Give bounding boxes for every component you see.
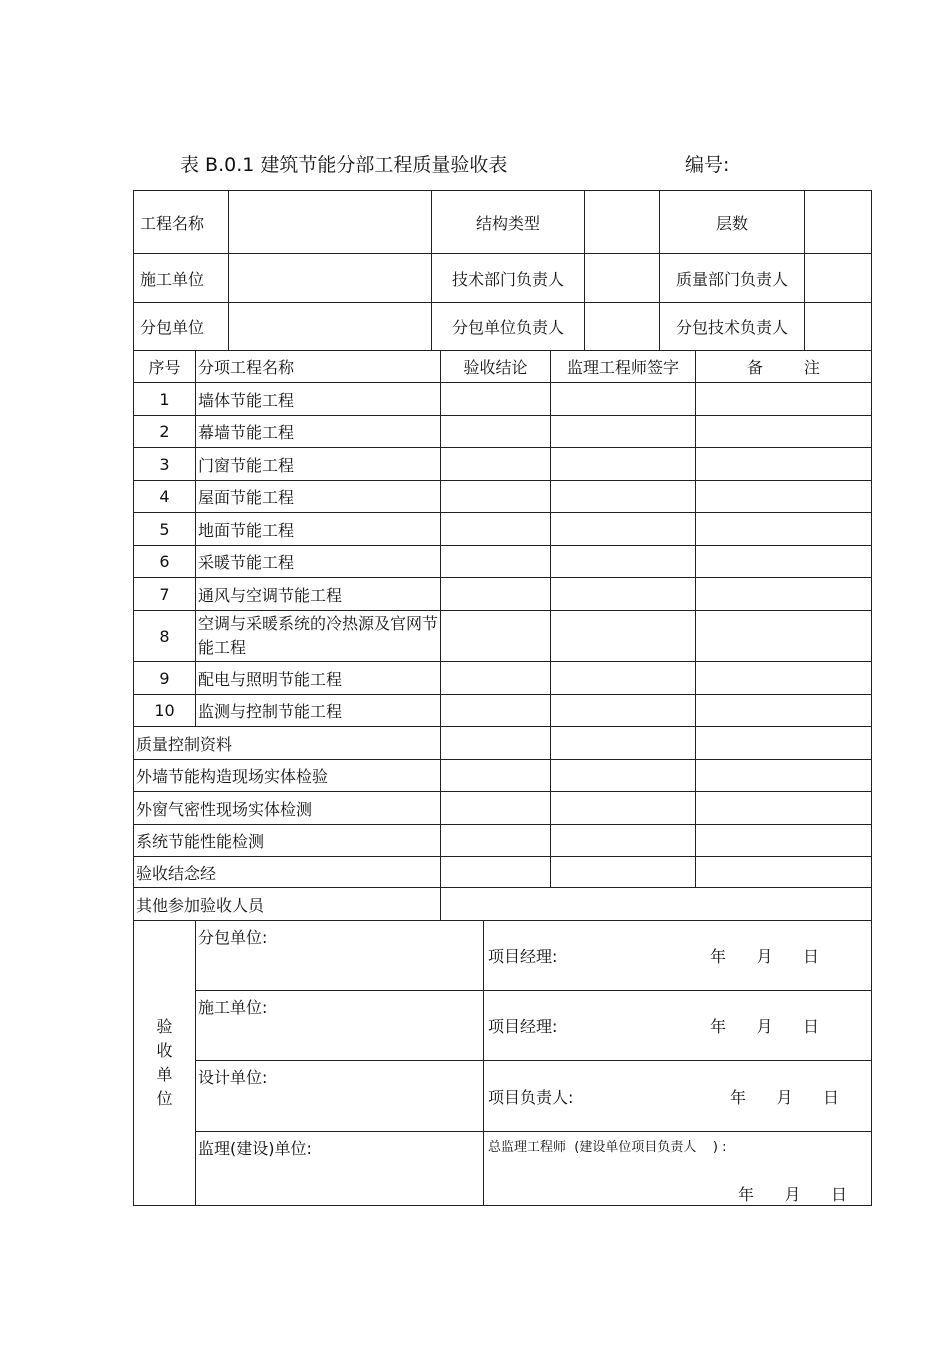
row-item-name: 通风与空调节能工程 [196,578,441,611]
supervisor-sign-cell[interactable] [551,578,696,611]
remark-cell[interactable] [696,513,872,546]
row-number: 3 [134,448,196,481]
table-row [134,448,872,481]
structure-type-label: 结构类型 [432,191,585,254]
conclusion-cell[interactable] [441,383,551,416]
conclusion-cell[interactable] [441,513,551,546]
remark-cell[interactable] [696,383,872,416]
remark-cell[interactable] [696,578,872,611]
table-row [134,727,872,760]
supervisor-sign-cell[interactable] [551,416,696,448]
row-item-name: 屋面节能工程 [196,481,441,513]
row-item-name: 空调与采暖系统的冷热源及官网节能工程 [196,611,441,662]
table-row [134,857,872,888]
row-number: 5 [134,513,196,546]
table-row [134,888,872,921]
subcontract-head-field[interactable] [585,303,660,351]
remark-cell[interactable] [696,857,872,888]
quality-dept-head-label: 质量部门负责人 [660,254,805,303]
sub-item-table [133,350,872,921]
supervisor-sign-cell[interactable] [551,760,696,792]
row-number: 7 [134,578,196,611]
side-label-char: 验 [156,1017,173,1036]
conclusion-cell[interactable] [441,825,551,857]
conclusion-cell[interactable] [441,695,551,727]
table-row [134,416,872,448]
row-number: 9 [134,662,196,695]
row-number: 1 [134,383,196,416]
project-leader-label: 项目负责人: [488,1087,574,1107]
table-row [134,513,872,546]
design-leader-cell[interactable] [484,1061,872,1132]
row-item-name: 门窗节能工程 [196,448,441,481]
other-participants-field[interactable] [441,888,872,921]
row-label: 系统节能性能检测 [134,825,441,857]
col-header-no: 序号 [134,351,196,383]
floors-label: 层数 [660,191,805,254]
col-header-conclusion: 验收结论 [441,351,551,383]
date-label: 年 月 日 [709,1017,819,1036]
row-number: 10 [134,695,196,727]
supervisor-sign-cell[interactable] [551,513,696,546]
remark-cell[interactable] [696,416,872,448]
table-row [134,546,872,578]
floors-field[interactable] [805,191,872,254]
quality-dept-head-field[interactable] [805,254,872,303]
tech-dept-head-field[interactable] [585,254,660,303]
acceptance-signoff-table [133,920,872,1206]
table-row [134,825,872,857]
row-label: 外窗气密性现场实体检测 [134,792,441,825]
tech-dept-head-label: 技术部门负责人 [432,254,585,303]
conclusion-cell[interactable] [441,546,551,578]
remark-cell[interactable] [696,760,872,792]
side-label-char: 单 [156,1065,173,1084]
remark-cell[interactable] [696,792,872,825]
supervisor-sign-cell[interactable] [551,695,696,727]
subcontract-unit-sign-label: 分包单位: [196,921,484,991]
table-row [134,383,872,416]
subcontract-manager-cell[interactable] [484,921,872,991]
chief-supervisor-label: 总监理工程师 (建设单位项目负责人 ) : [488,1140,727,1155]
acceptance-form [133,190,871,1206]
table-row [134,611,872,662]
construction-unit-field[interactable] [229,254,432,303]
subcontract-head-label: 分包单位负责人 [432,303,585,351]
date-label: 年 月 日 [709,947,819,966]
conclusion-cell[interactable] [441,760,551,792]
conclusion-cell[interactable] [441,857,551,888]
supervisor-sign-cell[interactable] [551,825,696,857]
row-item-name: 墙体节能工程 [196,383,441,416]
design-unit-sign-label: 设计单位: [196,1061,484,1132]
row-item-name: 监测与控制节能工程 [196,695,441,727]
subcontract-tech-head-field[interactable] [805,303,872,351]
supervisor-sign-cell[interactable] [551,857,696,888]
conclusion-cell[interactable] [441,662,551,695]
row-item-name: 配电与照明节能工程 [196,662,441,695]
supervisor-sign-cell[interactable] [551,792,696,825]
remark-cell[interactable] [696,825,872,857]
acceptance-units-label [134,921,196,1206]
construction-unit-sign-label: 施工单位: [196,991,484,1061]
project-name-field[interactable] [229,191,432,254]
row-label: 质量控制资料 [134,727,441,760]
chief-supervisor-cell[interactable] [484,1132,872,1206]
supervisor-sign-cell[interactable] [551,546,696,578]
table-row [134,481,872,513]
construction-unit-label: 施工单位 [134,254,229,303]
project-manager-label: 项目经理: [488,1017,558,1036]
table-row [134,695,872,727]
row-item-name: 地面节能工程 [196,513,441,546]
subcontract-unit-field[interactable] [229,303,432,351]
project-name-label: 工程名称 [134,191,229,254]
remark-cell[interactable] [696,727,872,760]
side-label-char: 位 [156,1089,173,1108]
side-label-char: 收 [156,1041,173,1060]
supervision-unit-sign-label: 监理(建设)单位: [196,1132,484,1206]
supervisor-sign-cell[interactable] [551,662,696,695]
remark-cell[interactable] [696,481,872,513]
col-header-item: 分项工程名称 [196,351,441,383]
row-label: 外墙节能构造现场实体检验 [134,760,441,792]
row-label: 验收结念经 [134,857,441,888]
serial-number-label: 编号: [685,154,730,176]
table-row [134,578,872,611]
subcontract-tech-head-label: 分包技术负责人 [660,303,805,351]
row-label: 其他参加验收人员 [134,888,441,921]
col-header-remark: 备 注 [696,351,872,383]
col-header-supervisor-sign: 监理工程师签字 [551,351,696,383]
form-title: 表 B.0.1 建筑节能分部工程质量验收表 [180,154,508,176]
remark-cell[interactable] [696,546,872,578]
date-label: 年 月 日 [729,1087,839,1107]
conclusion-cell[interactable] [441,611,551,662]
conclusion-cell[interactable] [441,481,551,513]
supervisor-sign-cell[interactable] [551,727,696,760]
table-row [134,792,872,825]
subcontract-unit-label: 分包单位 [134,303,229,351]
structure-type-field[interactable] [585,191,660,254]
conclusion-cell[interactable] [441,416,551,448]
row-number: 4 [134,481,196,513]
supervisor-sign-cell[interactable] [551,448,696,481]
supervisor-sign-cell[interactable] [551,383,696,416]
remark-cell[interactable] [696,448,872,481]
table-row [134,760,872,792]
row-item-name: 幕墙节能工程 [196,416,441,448]
remark-cell[interactable] [696,611,872,662]
conclusion-cell[interactable] [441,448,551,481]
project-info-table [133,190,872,351]
table-row [134,662,872,695]
supervisor-sign-cell[interactable] [551,611,696,662]
conclusion-cell[interactable] [441,727,551,760]
row-number: 2 [134,416,196,448]
conclusion-cell[interactable] [441,792,551,825]
remark-cell[interactable] [696,695,872,727]
construction-manager-cell[interactable] [484,991,872,1061]
row-item-name: 采暖节能工程 [196,546,441,578]
row-number: 8 [134,611,196,662]
project-manager-label: 项目经理: [488,947,558,966]
row-number: 6 [134,546,196,578]
supervisor-sign-cell[interactable] [551,481,696,513]
date-label: 年 月 日 [737,1185,847,1204]
remark-cell[interactable] [696,662,872,695]
conclusion-cell[interactable] [441,578,551,611]
